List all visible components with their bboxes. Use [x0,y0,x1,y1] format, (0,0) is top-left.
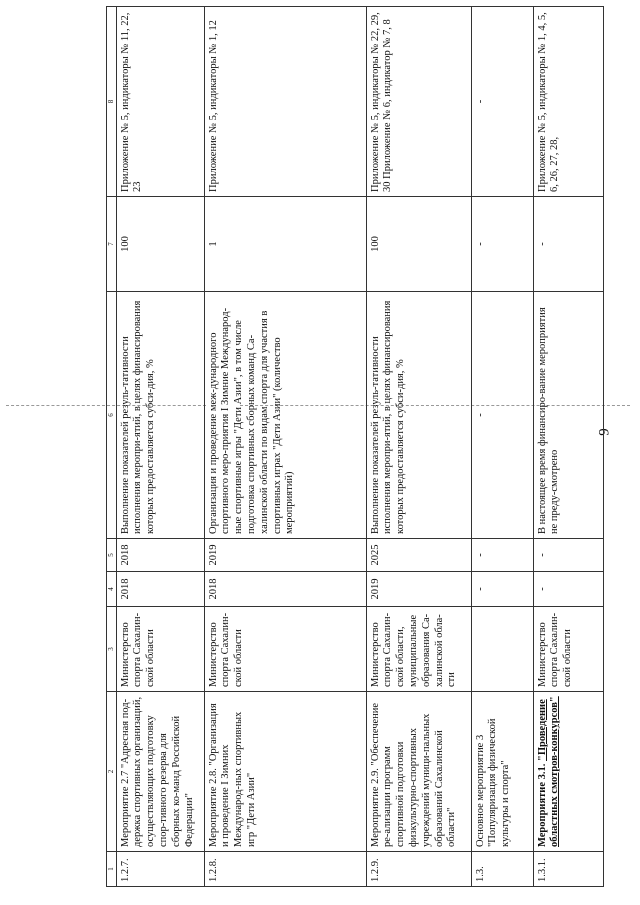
measure-name: Основное мероприятие 3 "Популяризация физической культуры и спорта" [471,692,533,852]
measure-name: Мероприятие 2.9. "Обеспечение ре-ализации программ спортивной подготовки физкультурно-спортивных учреждений муници-пальных образований Сахалинской области" [366,692,471,852]
column-number: 3 [107,607,117,692]
column-number-row [107,7,117,887]
value: - [533,197,603,292]
measure-name: Мероприятие 2.7 "Адресная под-держка спортивных организаций, осуществляющих подготовку спор-тивного резерва для сборных ко-манд Российской Федерации" [116,692,204,852]
row-number: 1.3.1. [533,852,603,887]
indicator: Выполнение показателей резуль-тативности исполнения меропри-ятий, в целях финансирования которых предоставляется субси-дия, % [366,292,471,539]
start-year: 2019 [366,572,471,607]
executor: Министерство спорта Сахалин-ской области [116,607,204,692]
start-year: 2018 [116,572,204,607]
row-number: 1.2.8. [204,852,366,887]
end-year: 2018 [116,539,204,572]
table-row [533,7,603,887]
link: Приложение № 5, индикаторы № 1, 4, 5, 6, 26, 27, 28, [533,7,603,197]
measure-prefix: Мероприятие 3.1. [536,763,548,847]
measure-name [533,692,603,852]
measure-name: Мероприятие 2.8. "Организация и проведение I Зимних Международ-ных спортивных игр "Дети Азии" [204,692,366,852]
executor: Министерство спорта Сахалин-ской области [533,607,603,692]
column-number: 4 [107,572,117,607]
column-number: 1 [107,852,117,887]
column-number: 2 [107,692,117,852]
executor [471,607,533,692]
page-number: 9 [596,428,613,436]
start-year: - [471,572,533,607]
column-number: 7 [107,197,117,292]
indicator: Выполнение показателей резуль-тативности исполнения меропри-ятий, в целях финансирования которых предоставляется субси-дия, % [116,292,204,539]
value: - [471,197,533,292]
indicator: В настоящее время финансиро-вание мероприятия не преду-смотрено [533,292,603,539]
measure-title: "Проведение областных смотров-конкурсов" [536,696,561,847]
link: Приложение № 5, индикаторы № 22, 29, 30 Приложение № 6, индикатор № 7, 8 [366,7,471,197]
rotated-table-sheet [106,7,621,887]
column-number: 8 [107,7,117,197]
table-row [204,7,366,887]
link: Приложение № 5, индикаторы № 11, 22, 23 [116,7,204,197]
measures-table [106,6,604,887]
value: 100 [366,197,471,292]
indicator: Организация и проведение меж-дународного спортивного меро-приятия I Зимние Международ-ные спортивные игры "Дети Азии", в том числе подготовка спортивных сборных команд Са-халинской области по видам спорта для участия в спортивных играх "Дети Азии" (количество мероприятий) [204,292,366,539]
table-row [116,7,204,887]
start-year: 2018 [204,572,366,607]
row-number: 1.2.7. [116,852,204,887]
row-number: 1.3. [471,852,533,887]
row-number: 1.2.9. [366,852,471,887]
value: 100 [116,197,204,292]
column-number: 5 [107,539,117,572]
executor: Министерство спорта Сахалин-ской области, муниципальные образования Са-халинской обла-сти [366,607,471,692]
link: - [471,7,533,197]
end-year: 2019 [204,539,366,572]
value: 1 [204,197,366,292]
table-row [471,7,533,887]
indicator: - [471,292,533,539]
link: Приложение № 5, индикаторы № 1, 12 [204,7,366,197]
end-year: 2025 [366,539,471,572]
executor: Министерство спорта Сахалин-ской области [204,607,366,692]
column-number: 6 [107,292,117,539]
start-year: - [533,572,603,607]
end-year: - [533,539,603,572]
end-year: - [471,539,533,572]
table-row [366,7,471,887]
